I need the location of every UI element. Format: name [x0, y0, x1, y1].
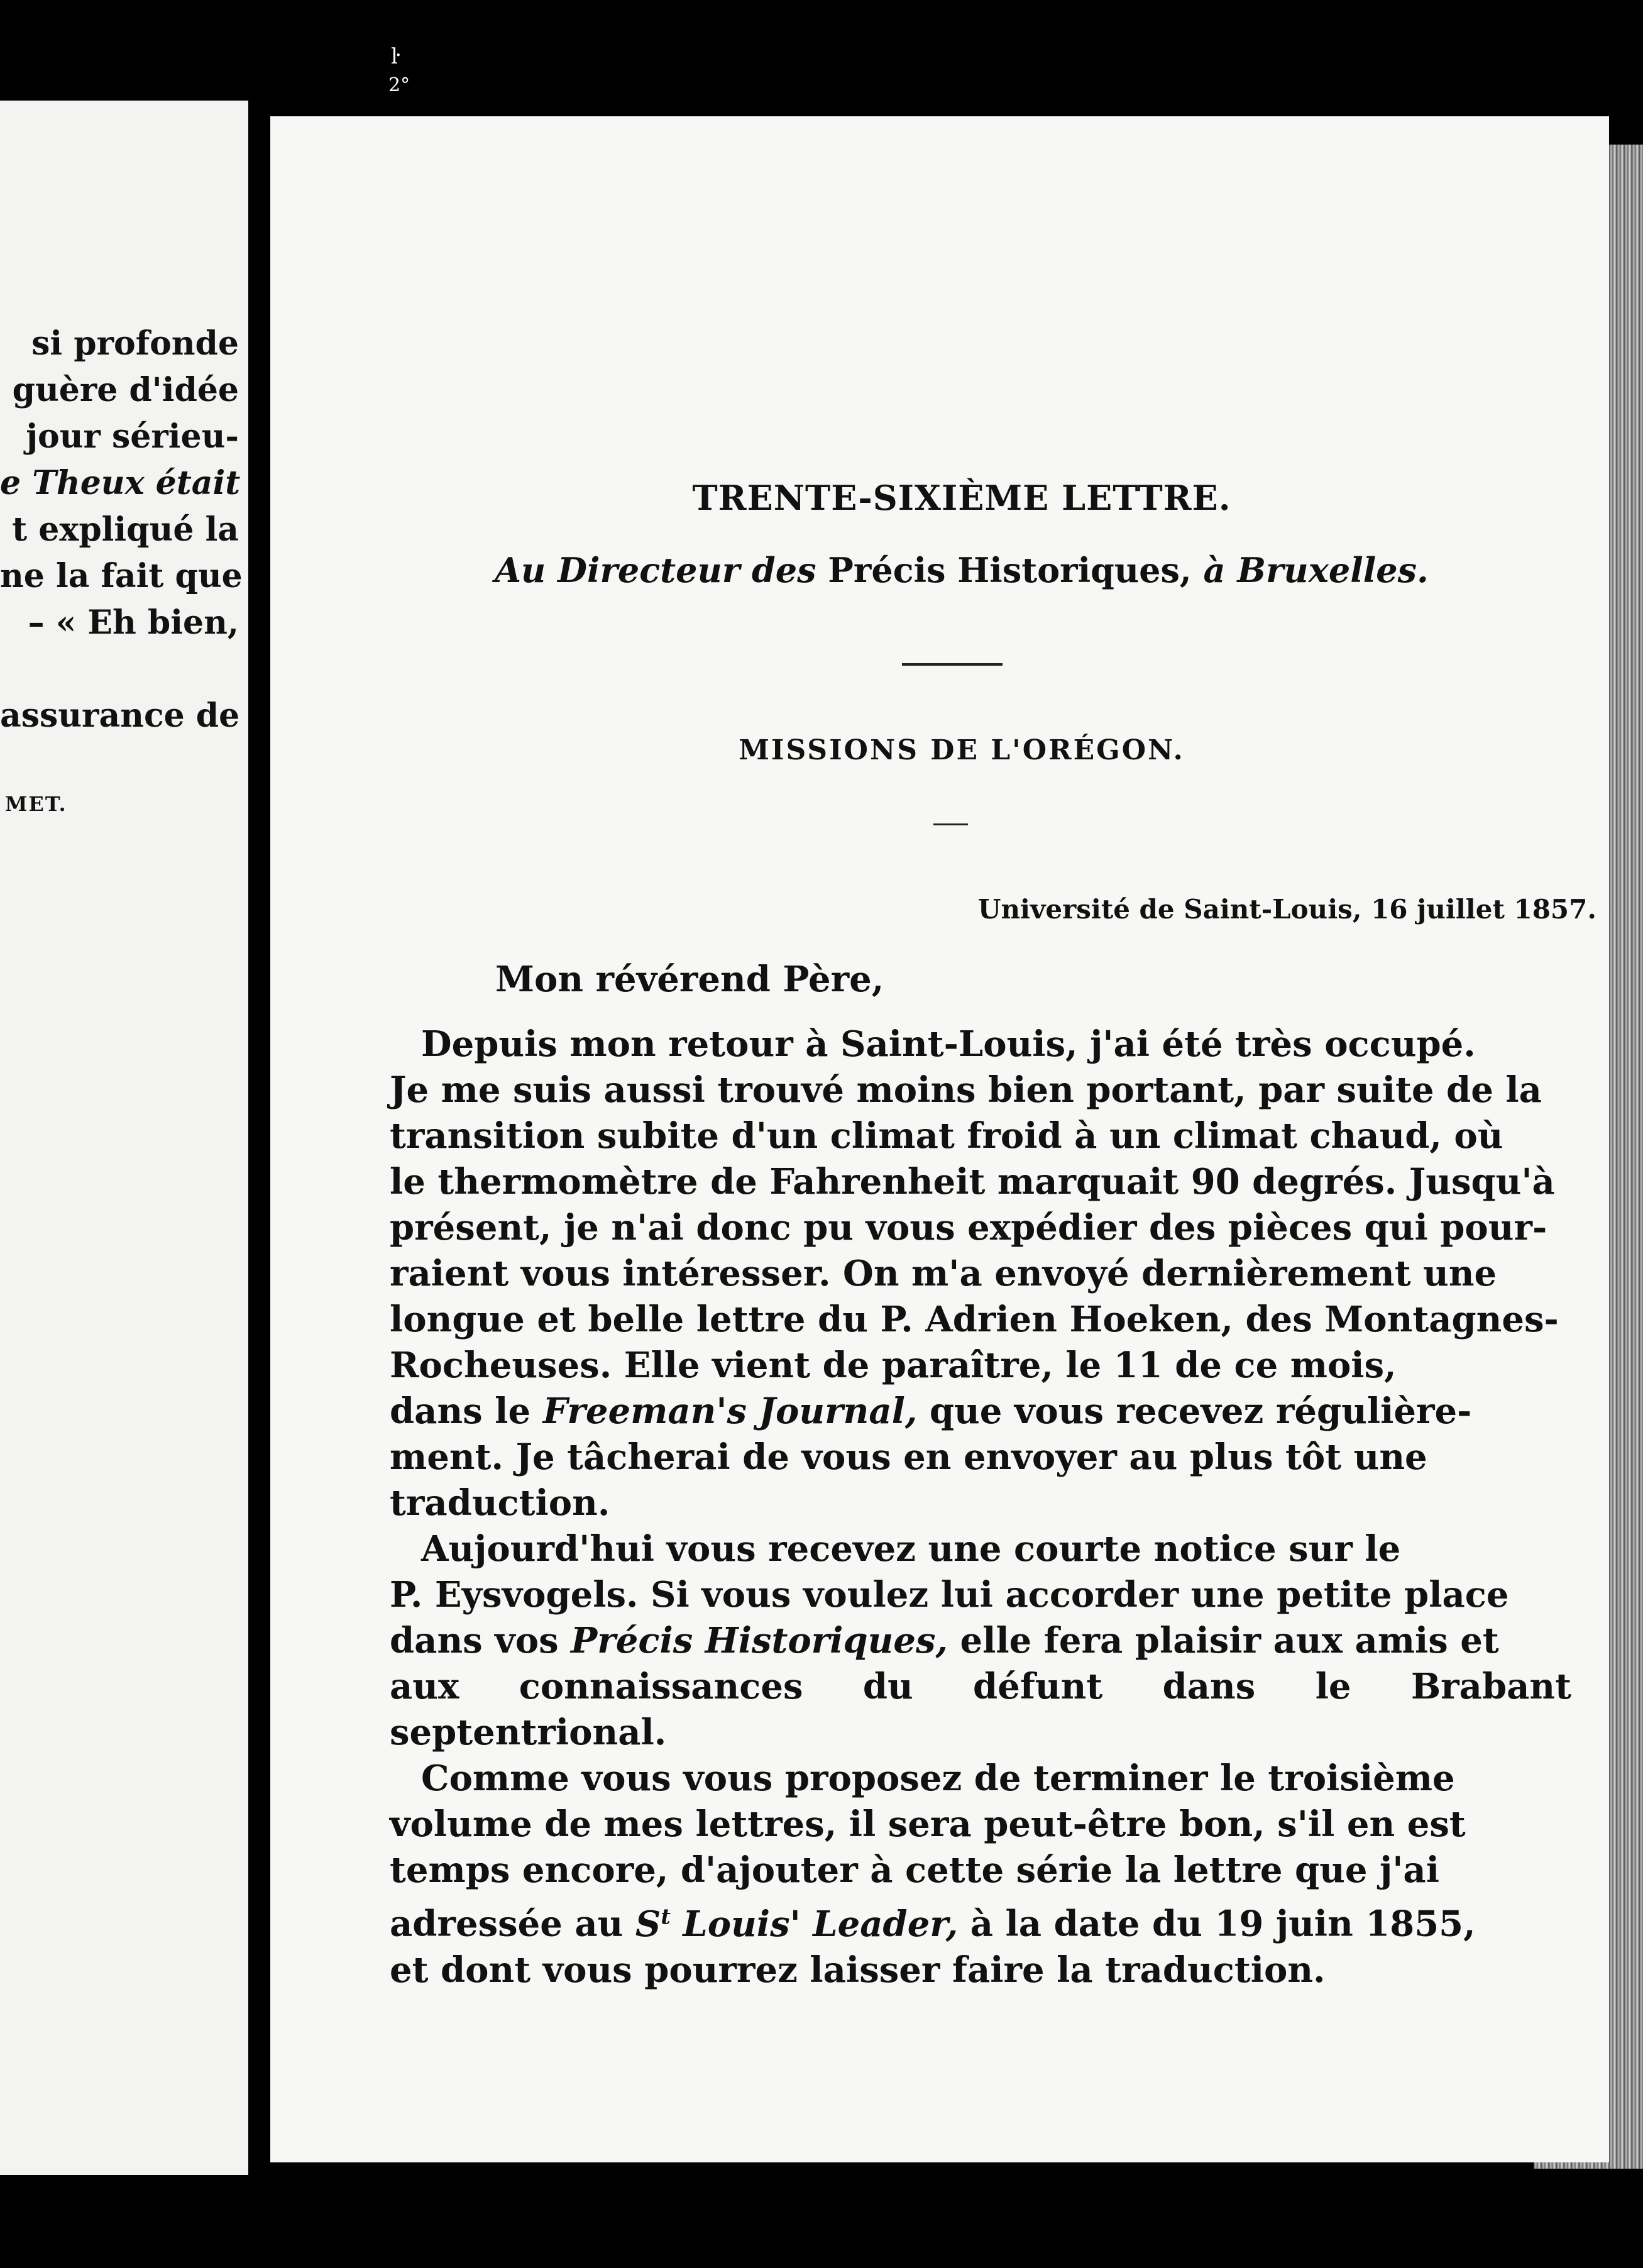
body-line: et dont vous pourrez laisser faire la traduction.: [390, 1949, 1326, 1991]
subtitle-publication: Précis Historiques,: [828, 550, 1192, 590]
letter-subtitle: [333, 550, 1590, 590]
body-line: P. Eysvogels. Si vous voulez lui accorder une petite place: [390, 1574, 1509, 1616]
letter-salutation: Mon révérend Père,: [495, 959, 884, 1000]
previous-page-line: si profonde: [31, 324, 239, 363]
saint-abbrev-sup: t: [661, 1903, 671, 1929]
body-line: ment. Je tâcherai de vous en envoyer au plus tôt une: [390, 1436, 1427, 1478]
subtitle-city: à Bruxelles.: [1203, 550, 1429, 590]
paragraph-1: [390, 1021, 1571, 1526]
body-line: volume de mes lettres, il sera peut-être bon, s'il en est: [390, 1803, 1466, 1845]
body-line: transition subite d'un climat froid à un climat chaud, où: [390, 1115, 1503, 1157]
scan-mark-top: ŀ: [391, 44, 398, 69]
previous-page-line: guère d'idée: [12, 371, 239, 409]
title-rule: [902, 663, 1003, 666]
body-line: Aujourd'hui vous recevez une courte notice sur le: [421, 1528, 1401, 1570]
previous-page-line: jour sérieu-: [26, 417, 239, 456]
letter-title: TRENTE-SIXIÈME LETTRE.: [692, 478, 1231, 518]
body-line: temps encore, d'ajouter à cette série la lettre que j'ai: [390, 1849, 1439, 1891]
letter-page: [270, 116, 1609, 2162]
previous-page-line: assurance de: [0, 696, 240, 735]
letter-dateline: Université de Saint-Louis, 16 juillet 1857.: [977, 894, 1596, 925]
body-line: [390, 1893, 1571, 1947]
scan-mark-top-2: 2°: [388, 74, 410, 96]
previous-page-line: ne la fait que: [0, 557, 243, 595]
subtitle-addressee: Au Directeur des: [495, 550, 816, 590]
newspaper-title: [635, 1903, 958, 1945]
body-line: Depuis mon retour à Saint-Louis, j'ai été très occupé.: [421, 1023, 1476, 1065]
body-line: aux connaissances du défunt dans le Brabant septentrional.: [390, 1666, 1571, 1753]
body-text-run: dans vos: [390, 1620, 559, 1661]
section-heading: MISSIONS DE L'ORÉGON.: [739, 734, 1185, 766]
body-line: longue et belle lettre du P. Adrien Hoeken, des Montagnes-: [390, 1299, 1559, 1340]
previous-page-line: [0, 646, 239, 693]
publication-title: Précis Historiques,: [571, 1620, 948, 1661]
publication-title: Freeman's Journal,: [542, 1390, 918, 1432]
paragraph-2: [390, 1526, 1571, 1756]
body-line: le thermomètre de Fahrenheit marquait 90 degrés. Jusqu'à: [390, 1161, 1555, 1203]
body-text-run: que vous recevez régulière-: [929, 1390, 1472, 1432]
newspaper-name: Louis' Leader,: [683, 1903, 959, 1945]
body-line: Je me suis aussi trouvé moins bien portant, par suite de la: [390, 1069, 1542, 1111]
section-rule: [933, 823, 968, 825]
body-text-run: à la date du 19 juin 1855,: [970, 1903, 1476, 1945]
body-line: Rocheuses. Elle vient de paraître, le 11 de ce mois,: [390, 1345, 1397, 1386]
previous-page-line: t expliqué la: [12, 510, 239, 549]
previous-page-fragment: [0, 101, 248, 2175]
body-line: traduction.: [390, 1482, 610, 1524]
body-text-run: elle fera plaisir aux amis et: [960, 1620, 1499, 1661]
previous-page-signature: MET.: [5, 792, 67, 816]
previous-page-line: – « Eh bien,: [28, 603, 239, 642]
previous-page-line: e Theux était: [0, 464, 241, 502]
paragraph-3: [390, 1756, 1571, 1993]
body-line: [390, 1389, 1571, 1434]
body-text-run: dans le: [390, 1390, 531, 1432]
previous-page-text: [0, 321, 243, 739]
body-line: présent, je n'ai donc pu vous expédier des pièces qui pour-: [390, 1207, 1547, 1248]
saint-abbrev: S: [635, 1903, 661, 1945]
body-line: raient vous intéresser. On m'a envoyé dernièrement une: [390, 1253, 1497, 1294]
body-line: [390, 1618, 1571, 1664]
body-line: Comme vous vous proposez de terminer le troisième: [421, 1758, 1455, 1799]
body-text-run: adressée au: [390, 1903, 624, 1945]
letter-body: [390, 1021, 1571, 1993]
